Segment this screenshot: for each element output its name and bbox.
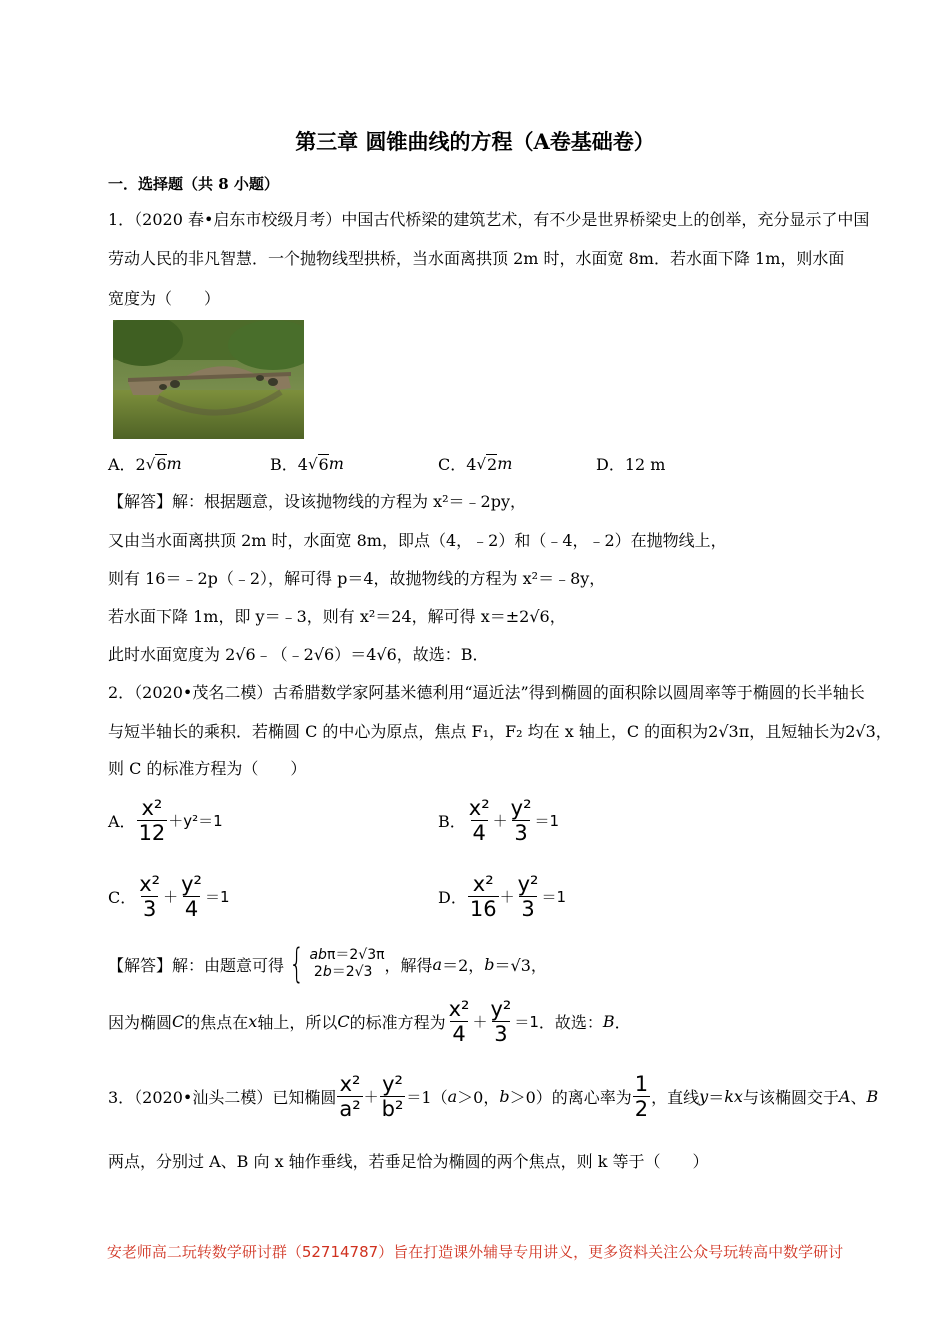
q3-stem-line1: 3．（2020•汕头二模）已知椭圆 $\frac{\text{x²}}{\text{a²}}$ ＋ $\frac{\text{y²}}{\text{b²}}$ ＝ 1（ a ＞0， b ＞0）的离心率为 $\frac{1}{2}$ ，直线 y ＝ kx 与该椭圆交于 A 、 B — [108, 1072, 879, 1121]
q2-option-d: D． $\frac{\text{x²}}{16}$ ＋ $\frac{\text{y²}}{3}$ ＝1 — [438, 872, 566, 921]
q1-option-c: C．4 √ 2 m — [438, 454, 513, 474]
q1-solution-line3: 则有 16＝﹣2p（﹣2），解可得 p＝4，故抛物线的方程为 x²＝﹣8y， — [108, 569, 606, 588]
page-title: 第三章 圆锥曲线的方程（A卷基础卷） — [295, 129, 655, 154]
q1-solution-line1: 【解答】解：根据题意，设该抛物线的方程为 x²＝﹣2py， — [108, 492, 526, 511]
q1-option-b: B．4 √ 6 m — [270, 454, 344, 474]
q1-stem-line2: 劳动人民的非凡智慧．一个抛物线型拱桥，当水面离拱顶 2m 时，水面宽 8m．若水面下降 1m，则水面 — [108, 249, 845, 268]
q1-solution-line5: 此时水面宽度为 2√6﹣（﹣2√6）＝4√6，故选：B． — [108, 645, 489, 664]
q1-solution-line2: 又由当水面离拱顶 2m 时，水面宽 8m，即点（4，﹣2）和（﹣4，﹣2）在抛物线上， — [108, 531, 727, 550]
q2-solution-line2: 因为椭圆 C 的焦点在 x 轴上，所以 C 的标准方程为 $\frac{\text{x²}}{4}$ ＋ $\frac{\text{y²}}{3}$ ＝1 ．故选： B ． — [108, 997, 631, 1046]
footer-notice: 安老师高二玩转数学研讨群（52714787）旨在打造课外辅导专用讲义，更多资料关注公众号玩转高中数学研讨 — [106, 1243, 844, 1261]
q1-option-d: D．12 m — [596, 455, 666, 474]
q2-solution-line1: 【解答】解：由题意可得 { abπ＝2√3π 2b＝2√3 ，解得 a ＝2， b ＝√3， — [108, 941, 547, 987]
q3-stem-line2: 两点，分别过 A、B 向 x 轴作垂线，若垂足恰为椭圆的两个焦点，则 k 等于（ ） — [108, 1152, 709, 1171]
q1-option-a: A．2 √ 6 m — [108, 454, 182, 474]
q2-stem-line3: 则 C 的标准方程为（ ） — [108, 759, 307, 778]
q2-option-c: C． $\frac{\text{x²}}{3}$ ＋ $\frac{\text{y²}}{4}$ ＝1 — [108, 872, 230, 921]
q2-option-a: A． $\frac{\text{x²}}{12}$ ＋y²＝1 — [108, 796, 223, 845]
section-heading: 一．选择题（共 8 小题） — [108, 175, 279, 193]
q2-stem-line1: 2．（2020•茂名二模）古希腊数学家阿基米德利用“逼近法”得到椭圆的面积除以圆周率等于椭圆的长半轴长 — [108, 683, 865, 702]
q1-solution-line4: 若水面下降 1m，即 y＝﹣3，则有 x²＝24，解可得 x＝±2√6， — [108, 607, 566, 626]
stone-arch-bridge-photo — [113, 320, 304, 439]
q1-stem-line1: 1．（2020 春•启东市校级月考）中国古代桥梁的建筑艺术，有不少是世界桥梁史上的创举，充分显示了中国 — [108, 210, 870, 229]
q1-stem-line3: 宽度为（ ） — [108, 289, 221, 308]
q2-option-b: B． $\frac{\text{x²}}{4}$ ＋ $\frac{\text{y²}}{3}$ ＝1 — [438, 796, 560, 845]
q2-stem-line2: 与短半轴长的乘积．若椭圆 C 的中心为原点，焦点 F₁，F₂ 均在 x 轴上，C 的面积为2√3π，且短轴长为2√3， — [108, 722, 892, 741]
